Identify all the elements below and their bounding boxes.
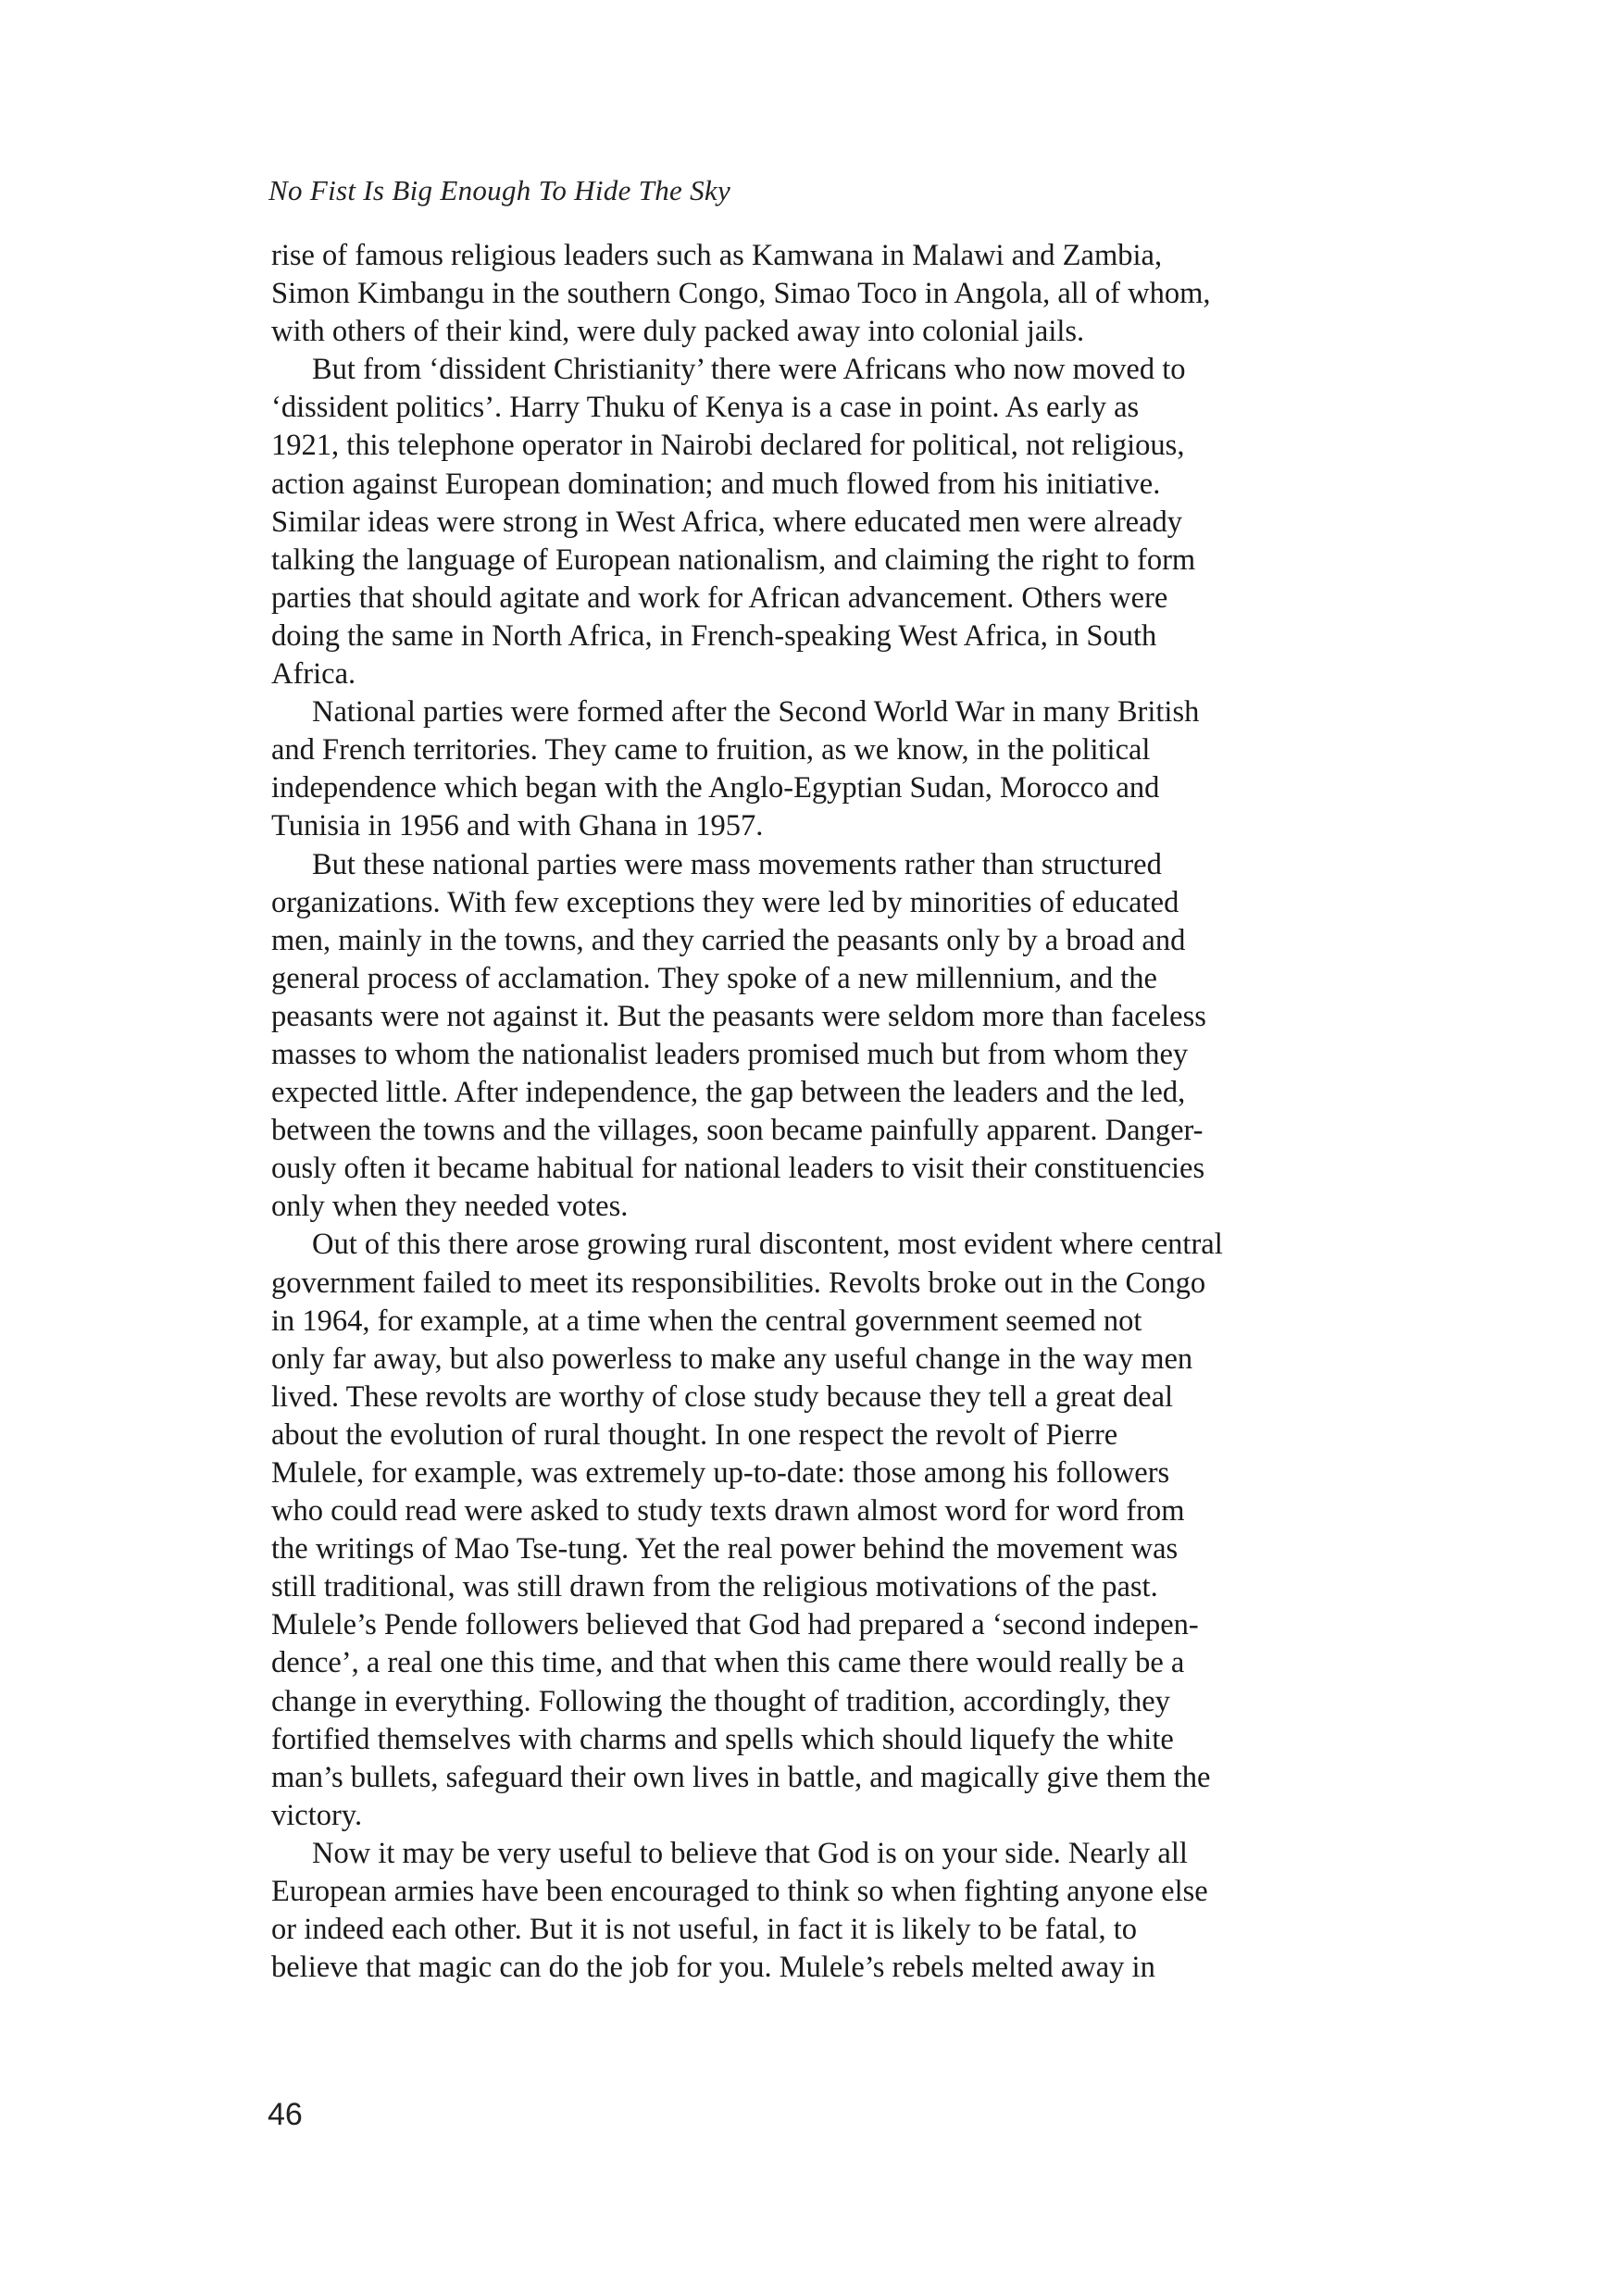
text-line: ‘dissident politics’. Harry Thuku of Kenya is a case in point. As early as <box>271 391 1140 425</box>
paragraph <box>271 351 1419 693</box>
text-line: 1921, this telephone operator in Nairobi declared for political, not religious, <box>271 429 1185 463</box>
page-number: 46 <box>268 2097 303 2132</box>
paragraph <box>271 846 1419 1227</box>
text-line: dence’, a real one this time, and that when this came there would really be a <box>271 1646 1185 1680</box>
text-line: parties that should agitate and work for African advancement. Others were <box>271 580 1168 615</box>
text-line: who could read were asked to study texts drawn almost word for word from <box>271 1494 1185 1529</box>
text-line: talking the language of European nationalism, and claiming the right to form <box>271 543 1196 577</box>
text-line: and French territories. They came to fruition, as we know, in the political <box>271 733 1151 767</box>
text-line: rise of famous religious leaders such as Kamwana in Malawi and Zambia, <box>271 239 1163 272</box>
text-line: lived. These revolts are worthy of close study because they tell a great deal <box>271 1379 1174 1414</box>
text-line: still traditional, was still drawn from the religious motivations of the past. <box>271 1570 1158 1604</box>
text-line: National parties were formed after the Second World War in many British <box>312 695 1200 730</box>
text-line: independence which began with the Anglo-Egyptian Sudan, Morocco and <box>271 771 1160 805</box>
text-line: Out of this there arose growing rural discontent, most evident where central <box>312 1228 1223 1262</box>
text-line: masses to whom the nationalist leaders promised much but from whom they <box>271 1037 1189 1071</box>
text-line: Tunisia in 1956 and with Ghana in 1957. <box>271 809 764 843</box>
text-line: expected little. After independence, the gap between the leaders and the led, <box>271 1076 1186 1110</box>
text-line: Mulele’s Pende followers believed that God had prepared a ‘second indepen- <box>271 1608 1199 1642</box>
text-line: ously often it became habitual for national leaders to visit their constituencies <box>271 1152 1205 1186</box>
text-line: between the towns and the villages, soon became painfully apparent. Danger- <box>271 1114 1204 1148</box>
text-line: believe that magic can do the job for you. Mulele’s rebels melted away in <box>271 1951 1155 1985</box>
text-line: the writings of Mao Tse-tung. Yet the real power behind the movement was <box>271 1532 1179 1566</box>
text-line: Africa. <box>271 657 356 692</box>
text-line: general process of acclamation. They spoke of a new millennium, and the <box>271 961 1157 995</box>
text-line: man’s bullets, safeguard their own lives in battle, and magically give them the <box>271 1760 1211 1794</box>
text-line: fortified themselves with charms and spells which should liquefy the white <box>271 1722 1174 1756</box>
text-line: about the evolution of rural thought. In one respect the revolt of Pierre <box>271 1417 1118 1452</box>
text-line: But these national parties were mass movements rather than structured <box>312 847 1162 881</box>
text-line: organizations. With few exceptions they were led by minorities of educated <box>271 885 1179 919</box>
text-line: with others of their kind, were duly packed away into colonial jails. <box>271 315 1085 349</box>
text-line: in 1964, for example, at a time when the central government seemed not <box>271 1304 1142 1338</box>
text-line: peasants were not against it. But the peasants were seldom more than faceless <box>271 999 1206 1033</box>
text-line: But from ‘dissident Christianity’ there were Africans who now moved to <box>312 353 1186 387</box>
text-line: only far away, but also powerless to make any useful change in the way men <box>271 1341 1193 1376</box>
paragraph <box>271 1226 1419 1835</box>
text-line: European armies have been encouraged to think so when fighting anyone else <box>271 1875 1208 1909</box>
text-line: Mulele, for example, was extremely up-to-date: those among his followers <box>271 1456 1170 1490</box>
text-line: change in everything. Following the thought of tradition, accordingly, they <box>271 1684 1170 1718</box>
text-line: men, mainly in the towns, and they carried the peasants only by a broad and <box>271 923 1186 957</box>
text-line: only when they needed votes. <box>271 1190 629 1224</box>
text-line: or indeed each other. But it is not useful, in fact it is likely to be fatal, to <box>271 1913 1138 1947</box>
paragraph <box>271 237 1419 351</box>
running-head: No Fist Is Big Enough To Hide The Sky <box>268 174 731 206</box>
text-line: doing the same in North Africa, in French-speaking West Africa, in South <box>271 618 1157 653</box>
text-line: action against European domination; and much flowed from his initiative. <box>271 467 1161 501</box>
text-line: Now it may be very useful to believe that God is on your side. Nearly all <box>312 1836 1188 1870</box>
body-text <box>271 237 1419 1987</box>
text-line: Similar ideas were strong in West Africa, where educated men were already <box>271 505 1183 539</box>
text-line: victory. <box>271 1798 363 1832</box>
paragraph <box>271 1835 1419 1987</box>
text-line: Simon Kimbangu in the southern Congo, Simao Toco in Angola, all of whom, <box>271 277 1211 311</box>
paragraph <box>271 693 1419 845</box>
text-line: government failed to meet its responsibilities. Revolts broke out in the Congo <box>271 1266 1206 1300</box>
